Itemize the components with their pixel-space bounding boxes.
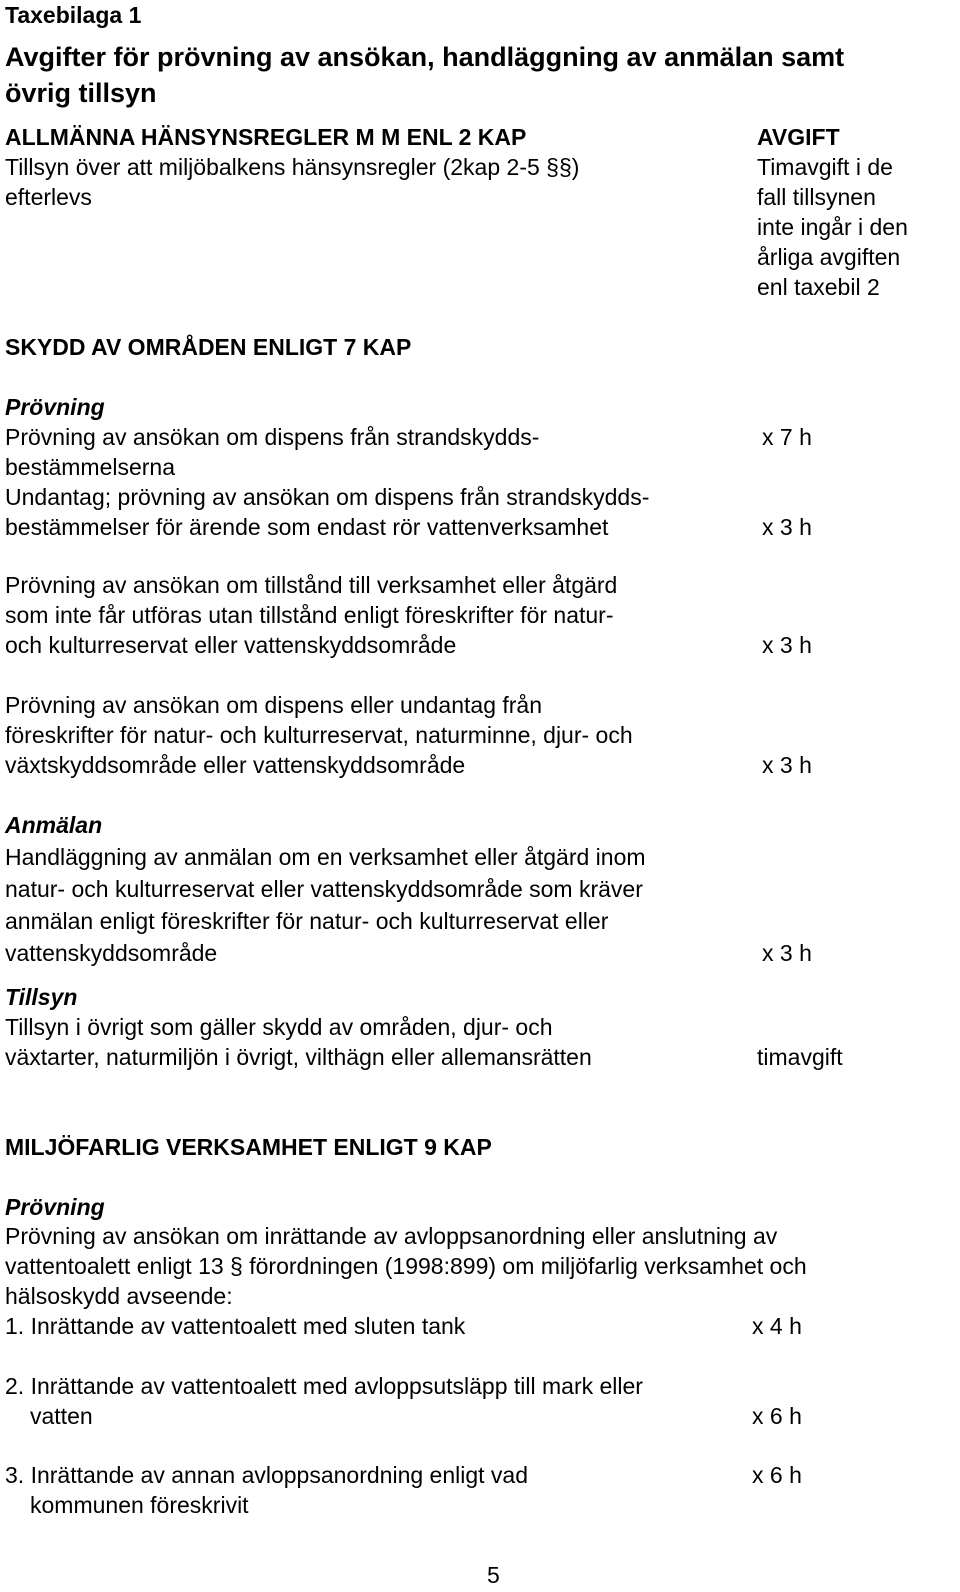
skydd-item2-line-2: bestämmelser för ärende som endast rör vattenverksamhet — [5, 514, 609, 540]
subheading-provning-miljo: Prövning — [5, 1194, 105, 1220]
page-number: 5 — [487, 1562, 500, 1588]
skydd-item6-fee: timavgift — [757, 1044, 843, 1070]
subheading-anmalan: Anmälan — [5, 812, 103, 838]
skydd-item4-line-2: föreskrifter för natur- och kulturreservat, naturminne, djur- och — [5, 722, 633, 748]
skydd-item5-line-2: natur- och kulturreservat eller vattenskyddsområde som kräver — [5, 876, 643, 902]
section-heading-skydd: SKYDD AV OMRÅDEN ENLIGT 7 KAP — [5, 334, 412, 360]
miljo-item2-fee: x 6 h — [752, 1403, 802, 1429]
fee-note-line-4: årliga avgiften — [757, 244, 901, 270]
skydd-item3-line-1: Prövning av ansökan om tillstånd till verksamhet eller åtgärd — [5, 572, 618, 598]
skydd-item5-line-1: Handläggning av anmälan om en verksamhet eller åtgärd inom — [5, 844, 646, 870]
miljo-item3-line-2: kommunen föreskrivit — [30, 1492, 249, 1518]
skydd-item4-line-3: växtskyddsområde eller vattenskyddsområde — [5, 752, 466, 778]
miljo-item1-fee: x 4 h — [752, 1313, 802, 1339]
miljo-item2-line-2: vatten — [30, 1403, 93, 1429]
subheading-tillsyn: Tillsyn — [5, 984, 78, 1010]
page-title-line-2: övrig tillsyn — [5, 78, 157, 108]
skydd-item6-line-2: växtarter, naturmiljön i övrigt, vilthägn eller allemansrätten — [5, 1044, 592, 1070]
miljo-intro-line-1: Prövning av ansökan om inrättande av avloppsanordning eller anslutning av — [5, 1223, 778, 1249]
skydd-item4-line-1: Prövning av ansökan om dispens eller undantag från — [5, 692, 543, 718]
skydd-item5-fee: x 3 h — [762, 940, 812, 966]
skydd-item1-line-2: bestämmelserna — [5, 454, 176, 480]
skydd-item2-line-1: Undantag; prövning av ansökan om dispens från strandskydds- — [5, 484, 650, 510]
allmanna-text-line-1: Tillsyn över att miljöbalkens hänsynsregler (2kap 2-5 §§) — [5, 154, 580, 180]
fee-note-line-3: inte ingår i den — [757, 214, 908, 240]
subheading-provning: Prövning — [5, 394, 105, 420]
miljo-intro-line-3: hälsoskydd avseende: — [5, 1283, 233, 1309]
skydd-item3-line-3: och kulturreservat eller vattenskyddsområde — [5, 632, 457, 658]
page-title-line-1: Avgifter för prövning av ansökan, handläggning av anmälan samt — [5, 42, 845, 72]
fee-note-line-2: fall tillsynen — [757, 184, 876, 210]
skydd-item6-line-1: Tillsyn i övrigt som gäller skydd av områden, djur- och — [5, 1014, 553, 1040]
fee-note-line-5: enl taxebil 2 — [757, 274, 880, 300]
miljo-item3-line-1: 3. Inrättande av annan avloppsanordning enligt vad — [5, 1462, 529, 1488]
fee-note-line-1: Timavgift i de — [757, 154, 893, 180]
miljo-item3-fee: x 6 h — [752, 1462, 802, 1488]
skydd-item1-line-1: Prövning av ansökan om dispens från strandskydds- — [5, 424, 540, 450]
section-heading-miljo: MILJÖFARLIG VERKSAMHET ENLIGT 9 KAP — [5, 1134, 492, 1160]
skydd-item3-fee: x 3 h — [762, 632, 812, 658]
skydd-item5-line-4: vattenskyddsområde — [5, 940, 218, 966]
miljo-item2-line-1: 2. Inrättande av vattentoalett med avloppsutsläpp till mark eller — [5, 1373, 643, 1399]
miljo-intro-line-2: vattentoalett enligt 13 § förordningen (1998:899) om miljöfarlig verksamhet och — [5, 1253, 807, 1279]
skydd-item4-fee: x 3 h — [762, 752, 812, 778]
skydd-item3-line-2: som inte får utföras utan tillstånd enligt föreskrifter för natur- — [5, 602, 614, 628]
skydd-item1-fee: x 7 h — [762, 424, 812, 450]
attachment-label: Taxebilaga 1 — [5, 2, 142, 28]
miljo-item1-line-1: 1. Inrättande av vattentoalett med sluten tank — [5, 1313, 466, 1339]
allmanna-text-line-2: efterlevs — [5, 184, 92, 210]
section-heading-allmanna: ALLMÄNNA HÄNSYNSREGLER M M ENL 2 KAP — [5, 124, 527, 150]
fee-column-heading: AVGIFT — [757, 124, 840, 150]
skydd-item5-line-3: anmälan enligt föreskrifter för natur- och kulturreservat eller — [5, 908, 609, 934]
skydd-item2-fee: x 3 h — [762, 514, 812, 540]
